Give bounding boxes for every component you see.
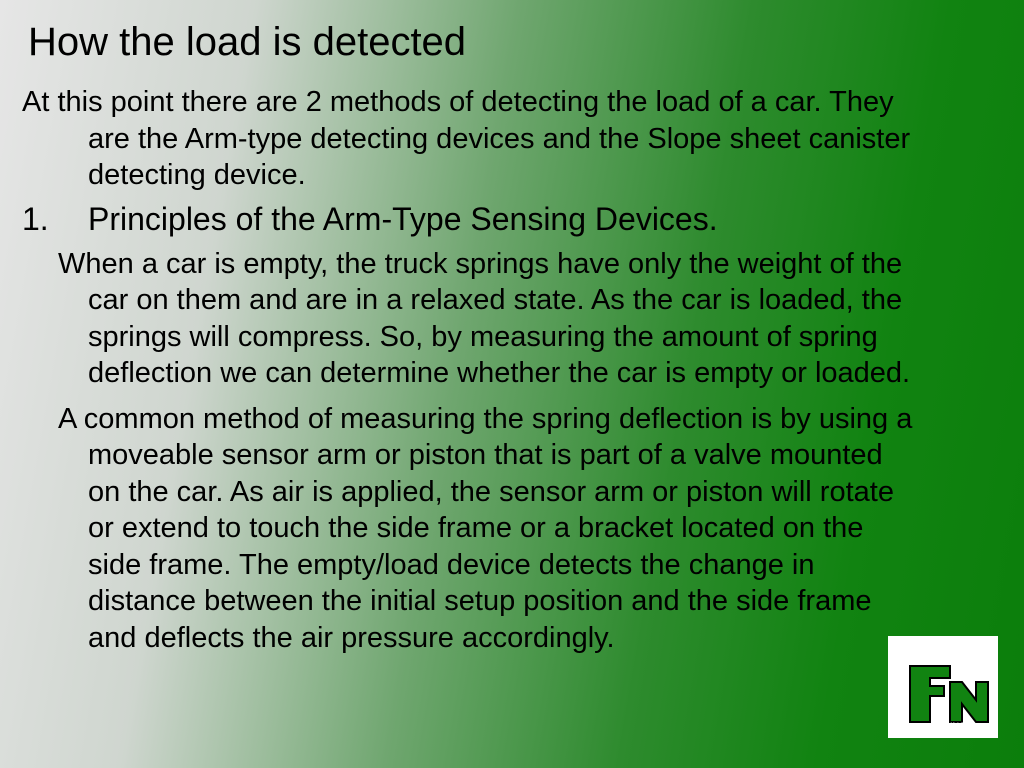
numbered-heading [22,200,922,238]
logo-caption: INC. [950,721,968,731]
intro-paragraph: At this point there are 2 methods of detecting the load of a car. They are the Arm-type detecting devices and the Slope sheet canister detecting device. [22,86,911,191]
item-number: 1. [22,200,49,237]
slide-title: How the load is detected [28,20,467,64]
company-logo [888,636,998,738]
item-heading: Principles of the Arm-Type Sensing Devices. [88,200,718,237]
sub-paragraph-empty-loaded: When a car is empty, the truck springs have only the weight of the car on them and are in a relaxed state. As the car is loaded, the springs will compress. So, by measuring the amount of spring deflection we can determine whether the car is empty or loaded. [58,247,911,389]
slide-body [22,84,922,665]
sub-paragraph-measuring-method: A common method of measuring the spring deflection is by using a moveable sensor arm or piston that is part of a valve mounted on the car. As air is applied, the sensor arm or piston will rotate or extend to touch the side frame or a bracket located on the side frame. The empty/load device detects the change in distance between the initial setup position and the side frame and deflects the air pressure accordingly. [58,402,913,654]
